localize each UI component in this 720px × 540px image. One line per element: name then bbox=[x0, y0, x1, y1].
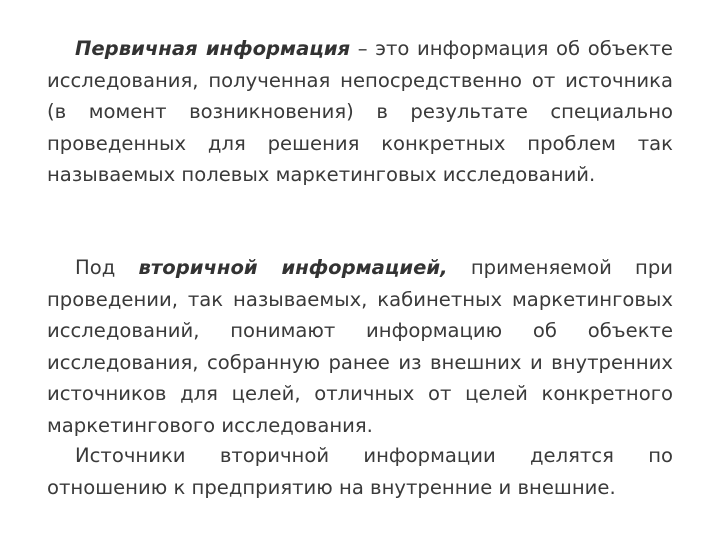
secondary-information-term: вторичной информацией, bbox=[138, 256, 448, 279]
secondary-information-definition: применяемой при проведении, так называемых, кабинетных маркетинговых исследований, понимают информацию об объекте исследования, собранную ранее из внешних и внутренних источников для целей, отличных от целей конкретного маркетингового исследования. bbox=[47, 256, 673, 437]
secondary-sources-text: Источники вторичной информации делятся по отношению к предприятию на внутренние и внешние. bbox=[47, 444, 673, 499]
primary-information-term: Первичная информация bbox=[75, 37, 351, 60]
primary-information-paragraph bbox=[47, 33, 673, 191]
secondary-sources-paragraph bbox=[47, 440, 673, 503]
primary-information-definition: – это информация об объекте исследования, полученная непосредственно от источника (в момент возникновения) в результате специально проведенных для решения конкретных проблем так называемых полевых маркетинговых исследований. bbox=[47, 37, 673, 187]
secondary-information-lead: Под bbox=[75, 256, 139, 279]
secondary-information-paragraph bbox=[47, 252, 673, 442]
